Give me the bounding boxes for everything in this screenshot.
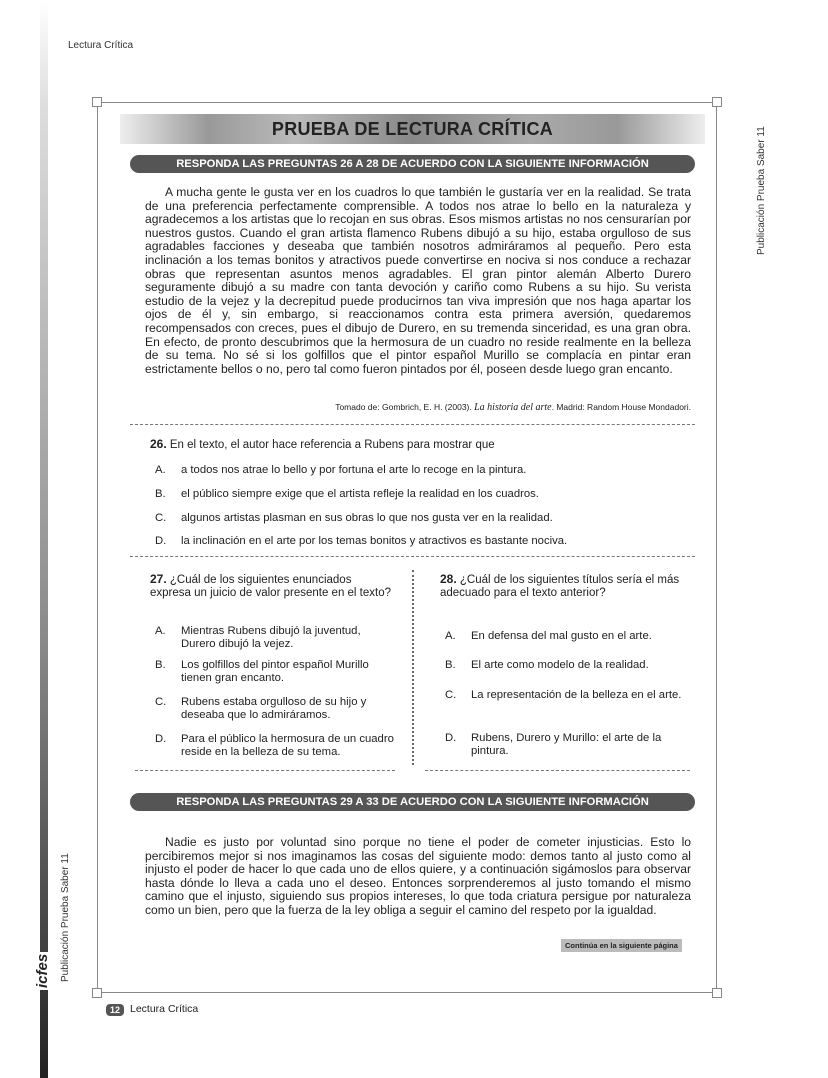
page-number: 12 <box>106 1004 124 1016</box>
citation-text: Tomado de: Gombrich, E. H. (2003). <box>335 402 475 412</box>
divider <box>130 424 695 425</box>
option-c[interactable] <box>435 689 690 702</box>
section-instruction: RESPONDA LAS PREGUNTAS 26 A 28 DE ACUERDO CON LA SIGUIENTE INFORMACIÓN <box>130 155 695 173</box>
question-27 <box>150 573 395 599</box>
option-text: Rubens estaba orgulloso de su hijo y deseaba que lo admiráramos. <box>181 696 367 721</box>
option-text: la inclinación en el arte por los temas bonitos y atractivos es bastante nociva. <box>181 535 568 547</box>
question-28 <box>440 573 690 599</box>
option-text: Los golfillos del pintor español Murillo tienen gran encanto. <box>181 659 369 684</box>
option-b[interactable] <box>145 488 539 501</box>
option-a[interactable] <box>145 464 526 477</box>
citation <box>145 402 691 413</box>
divider <box>135 770 395 771</box>
option-c[interactable] <box>145 512 553 525</box>
reading-passage: A mucha gente le gusta ver en los cuadros lo que también le gustaría ver en la realidad. Se trata de una preferencia perfectamente comprensible. A todos nos atrae lo bello en la naturaleza y agradecemos a los artistas que lo recojan en sus obras. Esos mismos artistas no nos censurarían por nuestros gustos. Cuando el gran artista flamenco Rubens dibujó a su hijo, estaba orgulloso de sus agradables facciones y deseaba que también nosotros admiráramos al pequeño. Pero esta inclinación a los temas bonitos y atractivos puede convertirse en nociva si nos conduce a rechazar obras que representan asuntos menos agradables. El gran pintor alemán Alberto Durero seguramente dibujó a su madre con tanta devoción y cariño como Rubens a su hijo. Su verista estudio de la vejez y la decrepitud puede producirnos tan viva impresión que nos haga apartar los ojos de él y, sin embargo, si reaccionamos contra esta primera aversión, quedaremos recompensados con creces, pues el dibujo de Durero, en su tremenda sinceridad, es una gran obra. En efecto, de pronto descubrimos que la hermosura de un cuadro no reside realmente en la belleza de su tema. No sé si los golfillos que el pintor español Murillo se complacía en pintar eran estrictamente bellos o no, pero tal como fueron pintados por él, poseen desde luego gran encanto. <box>145 185 691 376</box>
option-d[interactable] <box>435 732 690 757</box>
icfes-logo: icfes <box>34 953 51 988</box>
citation-title: La historia del arte <box>474 402 552 413</box>
option-c[interactable] <box>145 696 395 721</box>
running-title: Lectura Crítica <box>68 40 134 51</box>
question-stem: En el texto, el autor hace referencia a Rubens para mostrar que <box>169 439 495 451</box>
divider <box>130 556 695 557</box>
option-text: En defensa del mal gusto en el arte. <box>471 630 652 642</box>
option-b[interactable] <box>435 659 690 672</box>
option-letter: B. <box>155 659 166 671</box>
option-a[interactable] <box>145 625 395 650</box>
option-letter: A. <box>155 625 166 637</box>
question-stem: ¿Cuál de los siguientes títulos sería el más adecuado para el texto anterior? <box>440 574 680 599</box>
page-title: PRUEBA DE LECTURA CRÍTICA <box>271 118 554 139</box>
option-letter: B. <box>445 659 456 671</box>
option-text: Rubens, Durero y Murillo: el arte de la pintura. <box>471 732 662 757</box>
option-text: el público siempre exige que el artista refleje la realidad en los cuadros. <box>181 488 539 500</box>
option-text: La representación de la belleza en el arte. <box>471 689 682 701</box>
footer-label: Lectura Crítica <box>130 1003 199 1015</box>
continue-label: Continúa en la siguiente página <box>561 939 682 952</box>
option-d[interactable] <box>145 733 395 758</box>
option-text: Mientras Rubens dibujó la juventud, Durero dibujó la vejez. <box>181 625 361 650</box>
option-letter: C. <box>445 689 457 701</box>
option-a[interactable] <box>435 630 690 643</box>
side-bar-decoration <box>40 0 48 1078</box>
question-26 <box>150 438 495 452</box>
option-letter: A. <box>155 464 166 476</box>
option-letter: C. <box>155 696 167 708</box>
question-number: 26. <box>150 437 167 451</box>
question-stem: ¿Cuál de los siguientes enunciados expresa un juicio de valor presente en el texto? <box>150 574 392 599</box>
divider <box>425 770 690 771</box>
option-letter: A. <box>445 630 456 642</box>
option-text: algunos artistas plasman en sus obras lo que nos gusta ver en la realidad. <box>181 512 553 524</box>
frame-corner <box>712 97 722 107</box>
frame-corner <box>712 988 722 998</box>
option-d[interactable] <box>145 535 567 548</box>
option-text: El arte como modelo de la realidad. <box>471 659 649 671</box>
option-b[interactable] <box>145 659 395 684</box>
side-label-left: Publicación Prueba Saber 11 <box>60 853 71 982</box>
section-instruction: RESPONDA LAS PREGUNTAS 29 A 33 DE ACUERDO CON LA SIGUIENTE INFORMACIÓN <box>130 793 695 811</box>
reading-passage: Nadie es justo por voluntad sino porque no tiene el poder de cometer injusticias. Esto lo percibiremos mejor si nos imaginamos las cosas del siguiente modo: demos tanto al justo como al injusto el poder de hacer lo que cada uno de ellos quiere, y a continuación sigámoslos para observar hasta dónde lo lleva a cada uno el deseo. Entonces sorprenderemos al justo tomando el mismo camino que el injusto, siguiendo sus propios intereses, lo que toda criatura persigue por naturaleza como un bien, pero que la fuerza de la ley obliga a seguir el camino del respeto por la igualdad. <box>145 835 691 917</box>
question-number: 28. <box>440 572 457 586</box>
option-letter: D. <box>155 733 167 745</box>
column-divider <box>412 570 414 765</box>
side-label-right: Publicación Prueba Saber 11 <box>756 126 767 255</box>
option-letter: D. <box>155 535 167 547</box>
option-letter: D. <box>445 732 457 744</box>
option-text: a todos nos atrae lo bello y por fortuna el arte lo recoge en la pintura. <box>181 464 527 476</box>
frame-corner <box>92 988 102 998</box>
title-banner <box>120 114 705 144</box>
frame-corner <box>92 97 102 107</box>
option-letter: B. <box>155 488 166 500</box>
option-text: Para el público la hermosura de un cuadro reside en la belleza de su tema. <box>181 733 394 758</box>
citation-text: . Madrid: Random House Mondadori. <box>551 402 691 412</box>
question-number: 27. <box>150 572 167 586</box>
option-letter: C. <box>155 512 167 524</box>
